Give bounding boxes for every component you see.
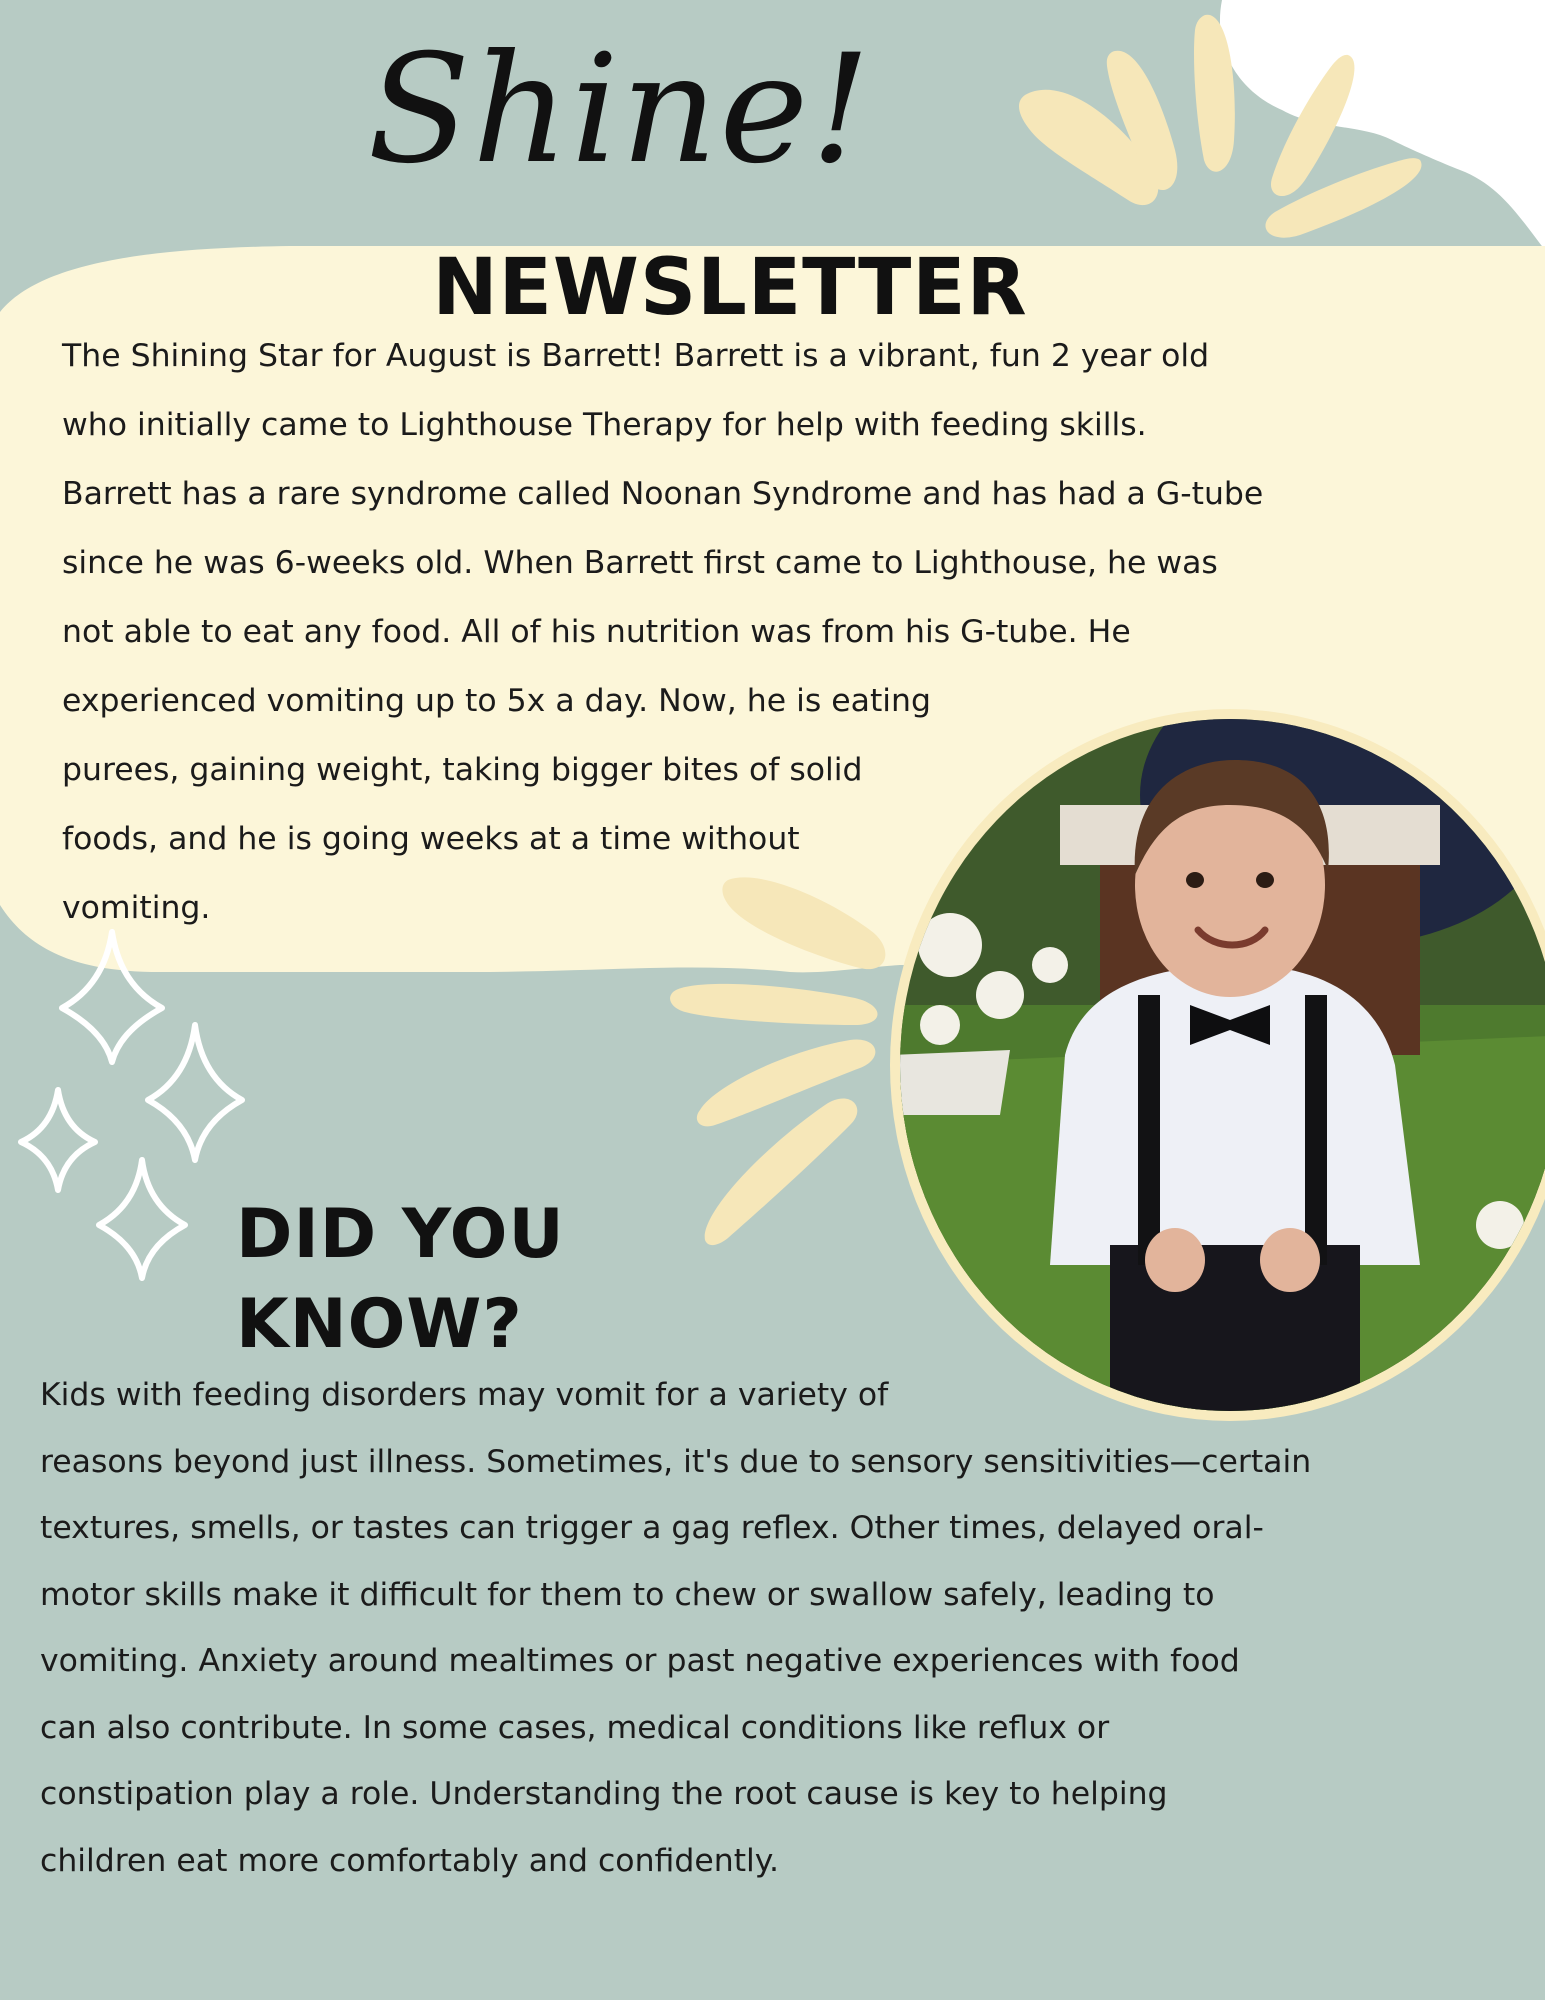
paragraph-line: Kids with feeding disorders may vomit for a variety of [40, 1377, 889, 1413]
masthead-title: Shine! [367, 23, 873, 197]
paragraph-line: textures, smells, or tastes can trigger a gag reflex. Other times, delayed oral- [40, 1510, 1264, 1546]
sparkle-icon [148, 1025, 242, 1160]
paragraph-line: The Shining Star for August is Barrett! Barrett is a vibrant, fun 2 year old [62, 338, 1210, 374]
photo-planter [890, 1050, 1010, 1115]
paragraph-line: can also contribute. In some cases, medical conditions like reflux or [40, 1709, 1110, 1746]
paragraph-line: who initially came to Lighthouse Therapy for help with feeding skills. [62, 407, 1147, 443]
paragraph-line: purees, gaining weight, taking bigger bites of solid [62, 752, 863, 788]
did-you-know-heading: DID YOU KNOW? [236, 1195, 565, 1364]
did-you-know-paragraph [40, 1362, 1311, 1894]
paragraph-line: Barrett has a rare syndrome called Noonan Syndrome and has had a G-tube [62, 476, 1264, 512]
paragraph-line: experienced vomiting up to 5x a day. Now, he is eating [62, 683, 932, 719]
sparkle-icon [21, 1090, 95, 1190]
paragraph-line: vomiting. [62, 890, 211, 926]
paragraph-line: children eat more comfortably and confidently. [40, 1842, 779, 1879]
newsletter-heading: NEWSLETTER [432, 243, 1028, 333]
paragraph-line: motor skills make it difficult for them to chew or swallow safely, leading to [40, 1576, 1215, 1613]
sparkle-icon [62, 932, 162, 1062]
barrett-photo [880, 705, 1545, 1425]
paragraph-line: reasons beyond just illness. Sometimes, it's due to sensory sensitivities—certain [40, 1443, 1312, 1480]
paragraph-line: constipation play a role. Understanding the root cause is key to helping [40, 1776, 1168, 1812]
paragraph-line: not able to eat any food. All of his nutrition was from his G-tube. He [62, 614, 1131, 650]
sparkle-icon [99, 1160, 185, 1278]
paragraph-line: vomiting. Anxiety around mealtimes or past negative experiences with food [40, 1643, 1240, 1679]
paragraph-line: foods, and he is going weeks at a time without [62, 821, 800, 857]
paragraph-line: since he was 6-weeks old. When Barrett first came to Lighthouse, he was [62, 545, 1218, 581]
